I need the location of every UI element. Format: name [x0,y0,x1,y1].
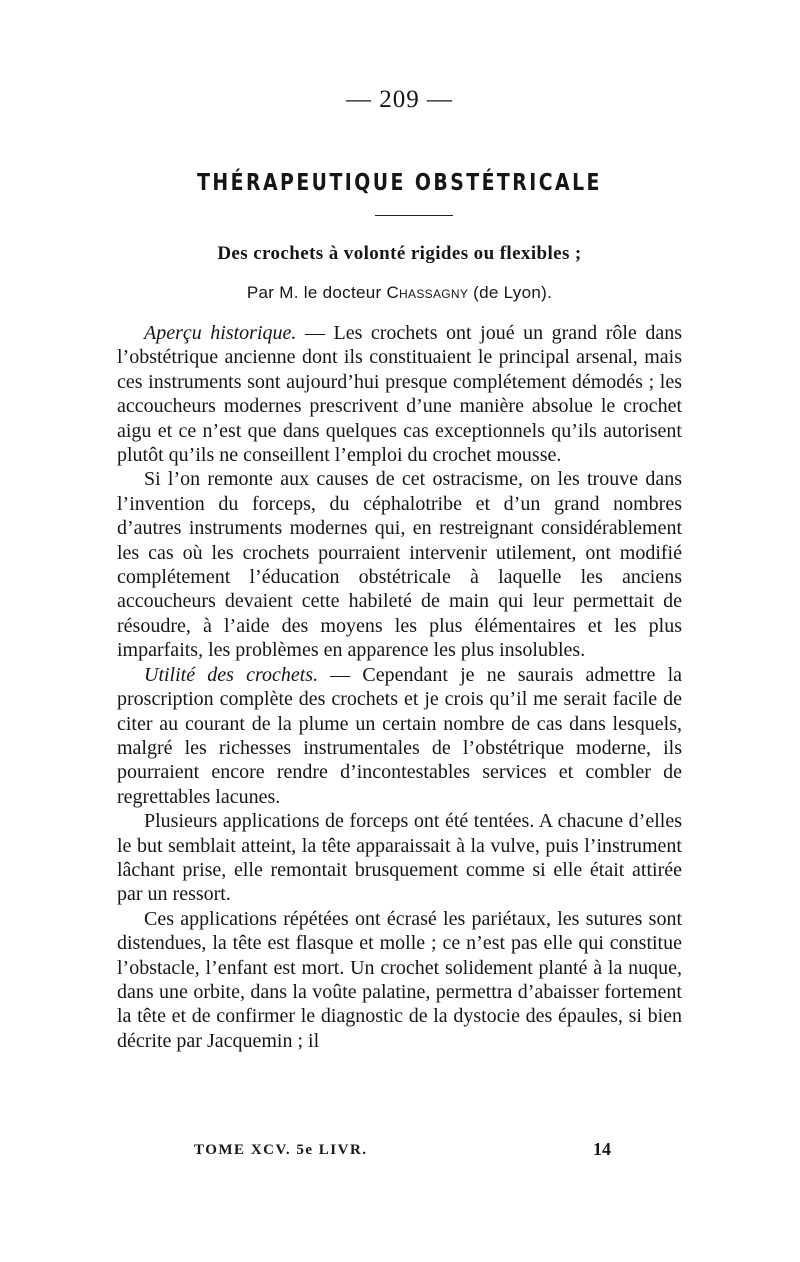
paragraph-text: — Les crochets ont joué un grand rôle dans l’obstétrique ancienne dont ils constituaient le principal arsenal, mais ces instruments sont aujourd’hui presque complétement démodés ; les accoucheurs modernes prescrivent d’une manière absolue le crochet aigu et ce n’est que dans quelques cas exceptionnels qu’ils autorisent plutôt qu’ils ne conseillent l’emploi du crochet mousse. [117,322,682,467]
paragraph-text: Plusieurs applications de forceps ont été tentées. A chacune d’elles le but semblait atteint, la tête apparaissait à la vulve, puis l’instrument lâchant prise, elle remontait brusquement comme si elle était attirée par un ressort. [117,810,682,906]
footer-signature: TOME XCV. 5e LIVR. [194,1142,368,1158]
byline-prefix: Par M. le docteur [246,283,387,302]
byline [117,283,682,303]
page-footer [117,1139,682,1166]
paragraph-text: — Cependant je ne saurais admettre la proscription complète des crochets et je crois qu’il me serait facile de citer au courant de la plume un certain nombre de cas dans lesquels, malgré les richesses instrumentales de l’obstétrique moderne, ils pourraient encore rendre d’incontestables services et combler de regrettables lacunes. [117,663,682,808]
article-title: Des crochets à volonté rigides ou flexibles ; [217,243,582,264]
article-body [117,321,682,1053]
paragraph-lead: Aperçu historique. [144,322,297,344]
paragraph-text: Si l’on remonte aux causes de cet ostracisme, on les trouve dans l’invention du forceps, du céphalotribe et d’un grand nombres d’autres instruments modernes qui, en restreignant considérablement les cas où les crochets pourraient intervenir utilement, ont modifié complétement l’éducation obstétricale à laquelle les anciens accoucheurs devaient cette habileté de main qui leur permettait de résoudre, à l’aide des moyens les plus élémentaires et les plus imparfaits, les problèmes en apparence les plus insolubles. [117,468,682,662]
paragraph-text: Ces applications répétées ont écrasé les pariétaux, les sutures sont distendues, la tête est flasque et molle ; ce n’est pas elle qui constitue l’obstacle, l’enfant est mort. Un crochet solidement planté à la nuque, dans une orbite, dans la voûte palatine, permettra d’abaisser fortement la tête et de confirmer le diagnostic de la dystocie des épaules, si bien décrite par Jacquemin ; il [117,907,682,1052]
title-divider [375,215,453,216]
paragraph [117,467,682,662]
footer-sheet-number: 14 [593,1139,611,1159]
paragraph [117,907,682,1053]
section-title: THÉRAPEUTIQUE OBSTÉTRICALE [197,170,602,196]
paragraph [117,663,682,809]
byline-author: Chassagny [386,283,469,302]
paragraph [117,809,682,907]
paragraph [117,321,682,467]
book-page [117,0,682,1262]
paragraph-lead: Utilité des crochets. [144,663,319,686]
byline-suffix: (de Lyon). [468,283,553,302]
page-number: — 209 — [346,86,453,113]
